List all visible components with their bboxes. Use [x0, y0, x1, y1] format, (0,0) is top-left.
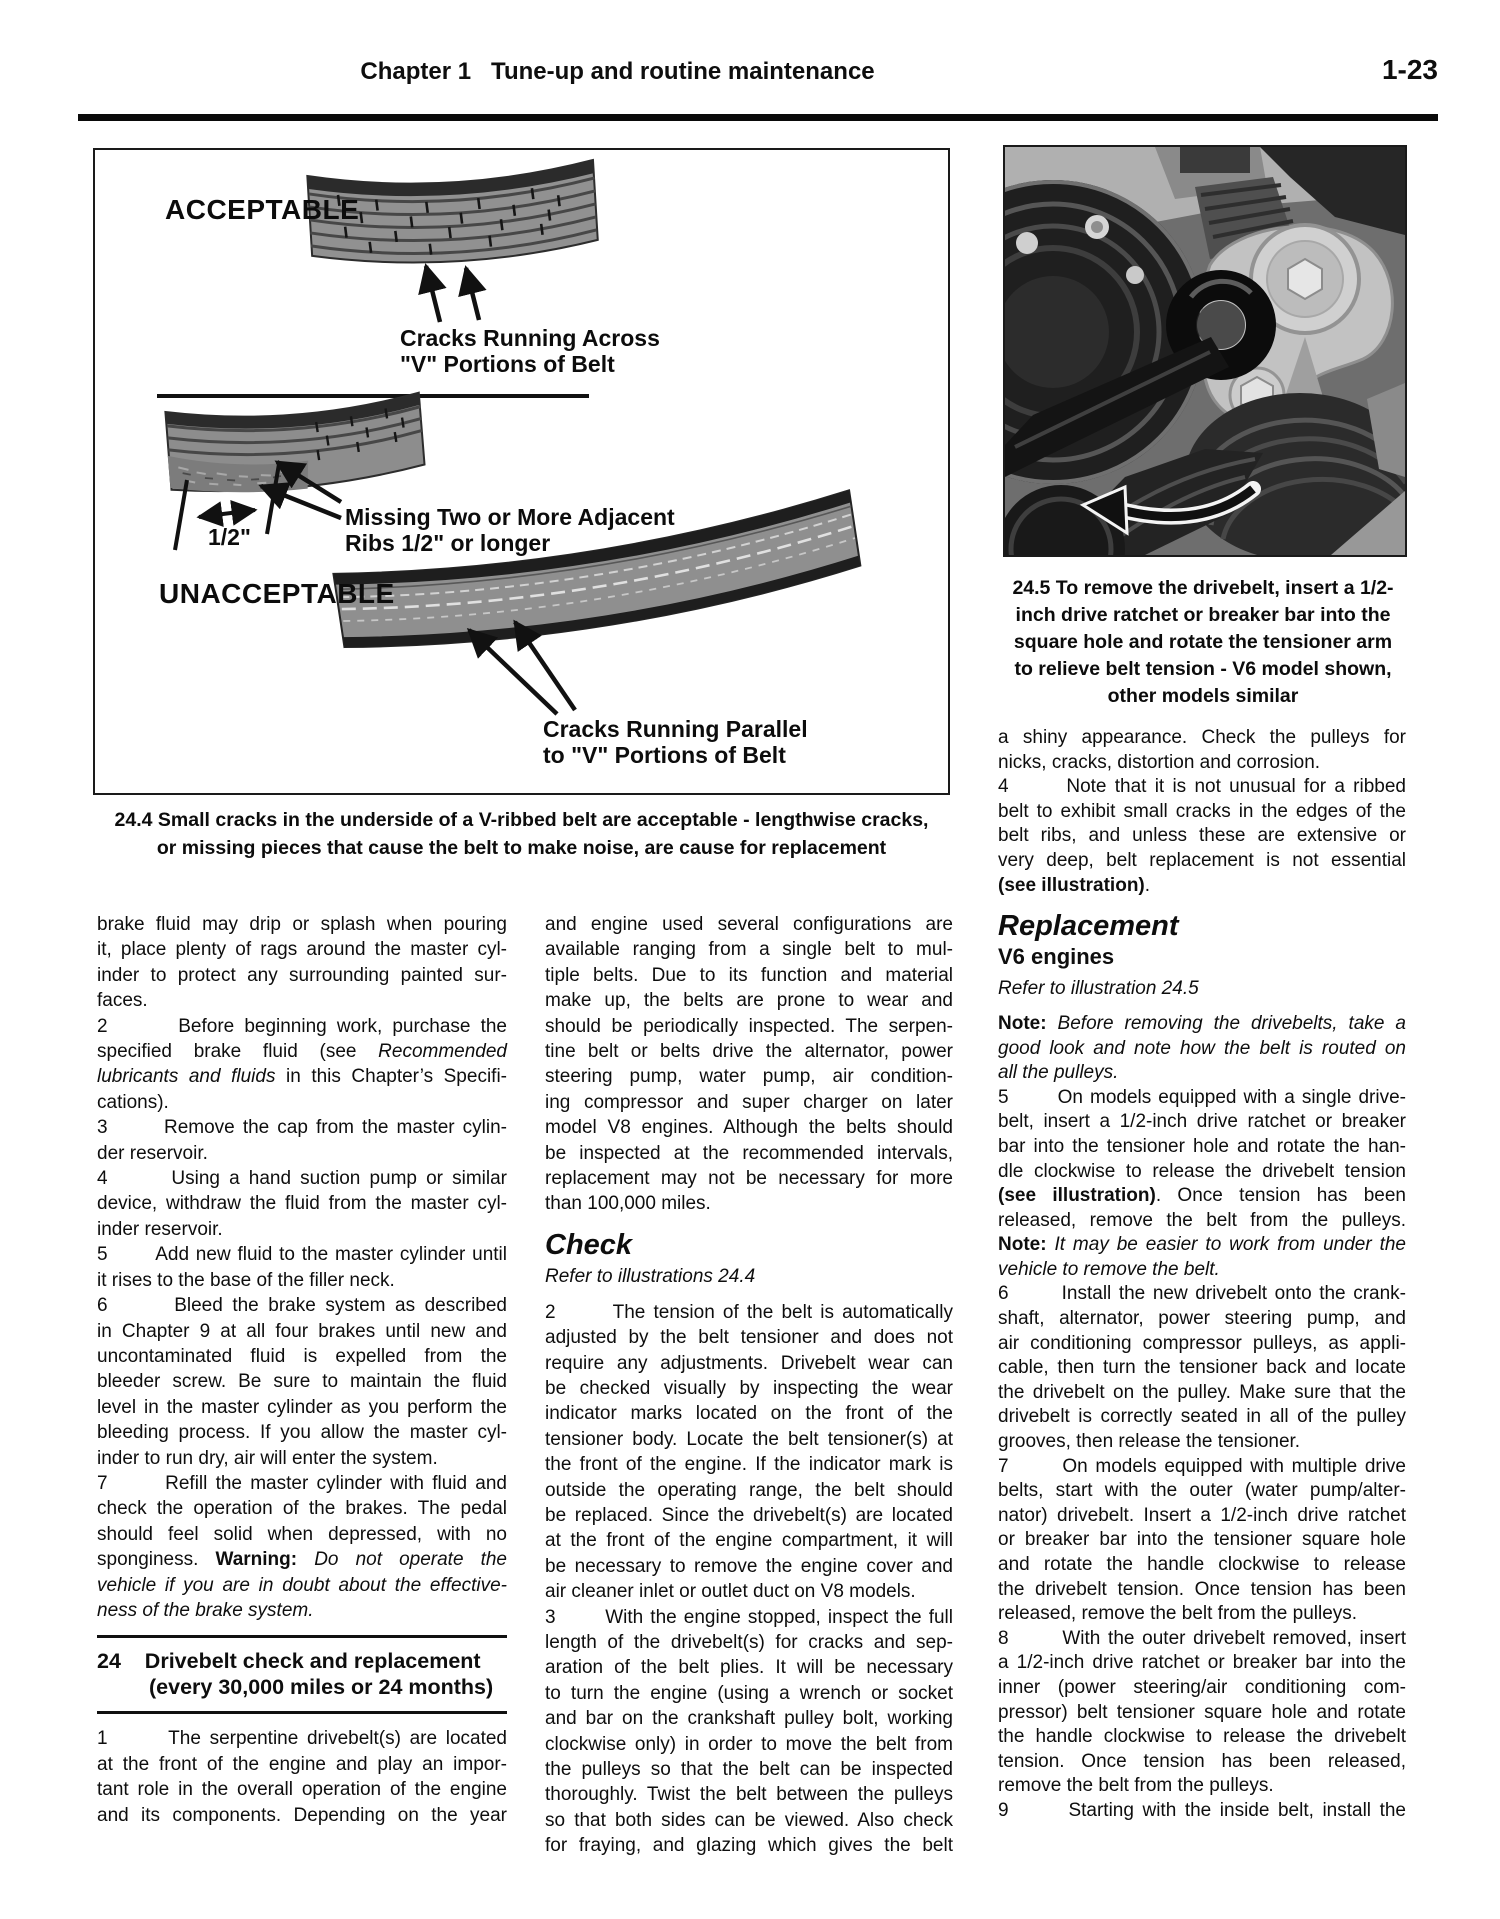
arrow-cross-crack-2 [466, 268, 479, 320]
belt-missing-ribs [165, 393, 425, 497]
section-24-heading-line1: 24 Drivebelt check and replacement [97, 1649, 481, 1674]
refer-note: Refer to illustrations 24.4 [545, 1266, 756, 1288]
body-paragraphs: 1 The serpentine drivebelt(s) are located at the front of the engine and play an impor- tant role in the overall operation of the engine and its components. Depending on the year [97, 1728, 507, 1826]
page-header-title: Chapter 1 Tune-up and routine maintenance [360, 58, 875, 85]
label-half-inch: 1/2" [208, 524, 251, 550]
figure-24-4-illustration [93, 148, 950, 795]
arrow-parallel-crack-2 [515, 622, 575, 710]
belt-condition-drawing [95, 150, 948, 793]
label-cracks-across-line2: "V" Portions of Belt [400, 351, 615, 377]
label-cracks-across-line1: Cracks Running Across [400, 325, 660, 351]
label-cracks-parallel-line1: Cracks Running Parallel [543, 716, 808, 742]
arrow-parallel-crack-1 [469, 630, 557, 714]
dimension-arrow [199, 510, 255, 517]
label-acceptable: ACCEPTABLE [165, 194, 360, 225]
body-paragraphs: a shiny appearance. Check the pulleys for nicks, cracks, distortion and corrosion. 4 Note that it is not unusual for a ribbed belt to exhibit small cracks in the edges of the belt ribs, and unless these are extensive or very deep, belt replacement is not essential (see illustration). [998, 727, 1406, 896]
label-missing-ribs-line2: Ribs 1/2" or longer [345, 530, 551, 556]
refer-note: Refer to illustration 24.5 [998, 978, 1199, 1000]
figure-24-5-caption: 24.5 To remove the drivebelt, insert a 1/2- inch drive ratchet or breaker bar into the square hole and rotate the tensioner arm to relieve belt tension - V6 model shown, other models similar [1012, 577, 1394, 707]
section-rule-top [97, 1635, 507, 1638]
body-paragraphs: 2 The tension of the belt is automatically adjusted by the belt tensioner and does not require any adjustments. Drivebelt wear can be checked visually by inspecting the wear indicator marks located on the front of the tensioner body. Locate the belt tensioner(s) at the front of the engine. If the indicator mark is outside the operating range, the belt should be replaced. Since the drivebelt(s) are located at the front of the engine compartment, it will be necessary to remove the engine cover and air cleaner inlet or outlet duct on V8 models. 3 With the engine stopped, inspect the full length of the drivebelt(s) for cracks and sep- aration of the belt plies. It will be necessary to turn the engine (using a wrench or socket and bar on the crankshaft pulley bolt, working clockwise only) in order to move the belt from the pulleys so that the belt can be inspected thoroughly. Twist the belt between the pulleys so that both sides can be viewed. Also check for fraying, and glazing which gives the belt [545, 1301, 953, 1857]
check-heading: Check [545, 1228, 633, 1261]
figure-24-5-photo [1003, 145, 1407, 557]
body-paragraphs: brake fluid may drip or splash when pouring it, place plenty of rags around the master cyl- inder to protect any surrounding painted sur- faces. 2 Before beginning work, purchase the specified brake fluid (see Recommended lubricants and fluids in this Chapter’s Specifi- cations). 3 Remove the cap from the master cylin- der reservoir. 4 Using a hand suction pump or similar device, withdraw the fluid from the master cyl- inder reservoir. 5 Add new fluid to the master cylinder until it rises to the base of the filler neck. 6 Bleed the brake system as described in Chapter 9 at all four brakes until new and uncontaminated fluid is expelled from the bleeder screw. Be sure to maintain the fluid level in the master cylinder as you perform the bleeding process. If you allow the master cyl- inder to run dry, air will enter the system. 7 Refill the master cylinder with fluid and check the operation of the brakes. The pedal should feel solid when depressed, with no sponginess. Warning: Do not operate the vehicle if you are in doubt about the effective- ness of the brake system. [97, 914, 508, 1621]
label-missing-ribs-line1: Missing Two or More Adjacent [345, 504, 675, 530]
arrow-cross-crack-1 [426, 266, 440, 322]
engine-bay-photo-drawing [1005, 147, 1405, 555]
replacement-heading: Replacement [998, 910, 1179, 943]
page-number: 1-23 [1381, 54, 1438, 85]
body-paragraphs: Note: Before removing the drivebelts, take a good look and note how the belt is routed on all the pulleys. 5 On models equipped with a single drive- belt, insert a 1/2-inch drive ratchet or breaker bar into the tensioner hole and rotate the han- dle clockwise to release the drivebelt tension (see illustration). Once tension has been released, remove the belt from the pulleys. Note: It may be easier to work from under the vehicle to remove the belt. 6 Install the new drivebelt onto the crank- shaft, alternator, power steering pump, and air conditioning compressor pulleys, as appli- cable, then turn the tensioner back and locate the drivebelt on the pulley. Make sure that the drivebelt is correctly seated in all of the pulley grooves, then release the tensioner. 7 On models equipped with multiple drive belts, start with the outer (water pump/alter- nator) drivebelt. Insert a 1/2-inch drive ratchet or breaker bar into the tensioner square hole and rotate the handle clockwise to release the drivebelt tension. Once tension has been released, remove the belt from the pulleys. 8 With the outer drivebelt removed, insert a 1/2-inch drive ratchet or breaker bar into the inner (power steering/air conditioning com- pressor) belt tensioner square hole and rotate the handle clockwise to release the drivebelt tension. Once tension has been released, remove the belt from the pulleys. 9 Starting with the inside belt, install the [998, 1012, 1407, 1821]
figure-24-4-caption [93, 806, 950, 862]
header-rule [78, 114, 1438, 121]
label-cracks-parallel-line2: to "V" Portions of Belt [543, 742, 786, 768]
section-rule-bottom [97, 1711, 507, 1714]
body-paragraphs: and engine used several configurations are available ranging from a single belt to mul- tiple belts. Due to its function and material make up, the belts are prone to wear and should be periodically inspected. The serpen- tine belt or belts drive the alternator, power steering pump, water pump, air condition- ing compressor and super charger on later model V8 engines. Although the belts should be inspected at the recommended intervals, replacement may not be necessary for more than 100,000 miles. [545, 914, 953, 1215]
v6-engines-heading: V6 engines [998, 943, 1115, 969]
caption-24-4-line1: 24.4 Small cracks in the underside of a V-ribbed belt are acceptable - lengthwise cracks, [114, 809, 929, 831]
column-left [97, 912, 507, 1828]
column-right [998, 726, 1406, 1824]
column-middle [545, 912, 953, 1859]
label-unacceptable: UNACCEPTABLE [159, 578, 395, 609]
section-24-heading-line2: (every 30,000 miles or 24 months) [149, 1675, 494, 1700]
caption-24-4-line2: or missing pieces that cause the belt to make noise, are cause for replacement [156, 837, 887, 859]
